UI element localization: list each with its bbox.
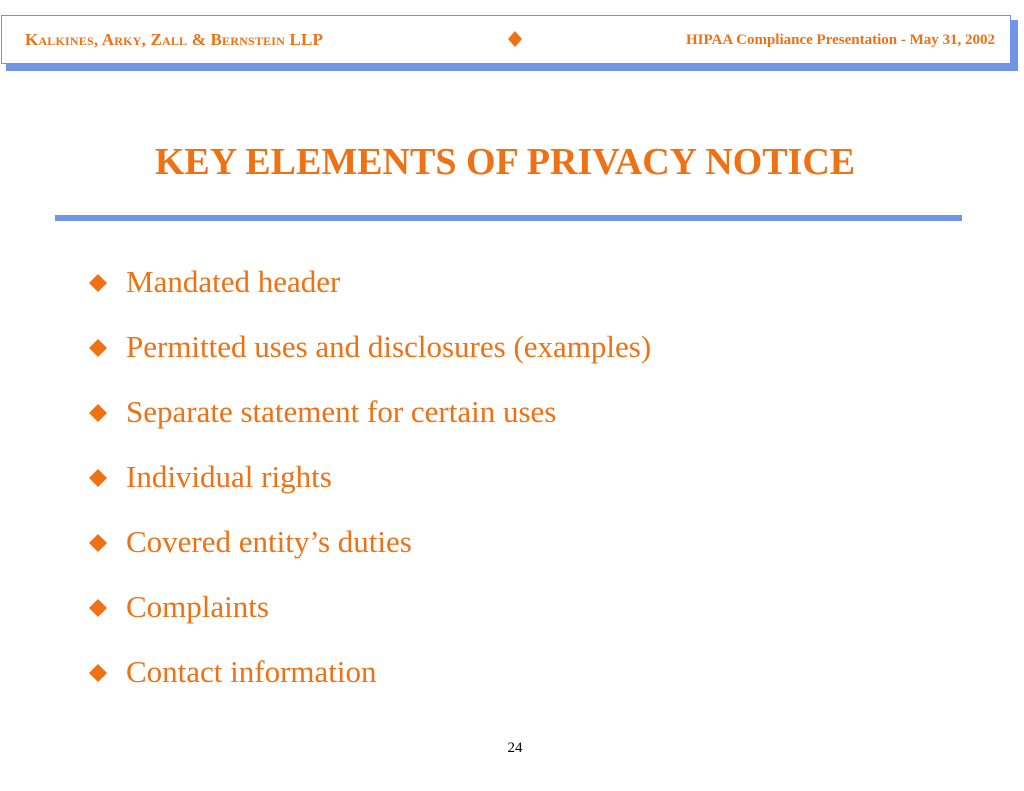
bullet-text: Permitted uses and disclosures (examples)	[126, 329, 652, 364]
diamond-icon	[88, 598, 108, 618]
diamond-icon	[88, 533, 108, 553]
page-number: 24	[507, 740, 523, 756]
diamond-icon	[88, 663, 108, 683]
bullet-text: Separate statement for certain uses	[126, 394, 557, 429]
diamond-icon	[88, 338, 108, 358]
title-divider	[55, 215, 962, 221]
firm-name: Kalkines, Arky, Zall & Bernstein LLP	[25, 30, 324, 49]
bullet-text: Complaints	[126, 589, 269, 624]
diamond-icon	[88, 403, 108, 423]
slide-title: KEY ELEMENTS OF PRIVACY NOTICE	[154, 141, 856, 183]
bullet-text: Covered entity’s duties	[126, 524, 412, 559]
diamond-icon	[88, 468, 108, 488]
bullet-text: Contact information	[126, 654, 377, 689]
diamond-icon	[508, 31, 522, 47]
presentation-title: HIPAA Compliance Presentation - May 31, 2002	[685, 32, 995, 48]
diamond-icon	[88, 273, 108, 293]
bullet-text: Mandated header	[126, 264, 341, 299]
bullet-text: Individual rights	[126, 459, 332, 494]
